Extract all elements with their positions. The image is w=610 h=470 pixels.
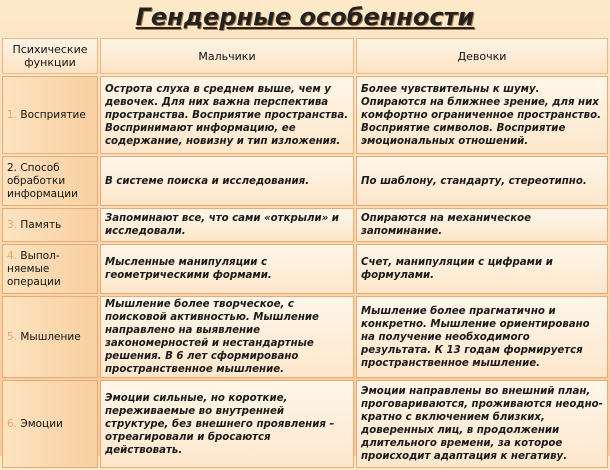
table-row [2, 244, 608, 294]
row-function-label: Выпол-няемые операции [7, 249, 61, 288]
row-girls-cell: Счет, манипуляции с цифрами и формулами. [356, 244, 608, 294]
row-function-label: Мышление [20, 330, 81, 343]
row-function [2, 380, 98, 468]
table-row [2, 156, 608, 206]
header-functions: Психические функции [2, 38, 98, 74]
header-girls: Девочки [356, 38, 608, 74]
table-row [2, 380, 608, 468]
table-row [2, 208, 608, 242]
row-number: 3. [7, 218, 18, 231]
row-girls-cell: Эмоции направлены во внешний план, проговариваются, проживаются неодно-кратно с включением близких, доверенных лиц, в продолжении длительного времени, за которое происходит адаптация к негативу. [356, 380, 608, 468]
gender-features-table [0, 36, 610, 470]
row-function [2, 76, 98, 154]
row-boys-cell: Мышление более творческое, с поисковой активностью. Мышление направлено на выявление закономерностей и нестандартные решения. В 6 лет сформировано пространственное мышление. [100, 296, 354, 378]
table-row [2, 296, 608, 378]
table-row [2, 76, 608, 154]
row-number: 1. [7, 108, 18, 121]
row-girls-cell: Опираются на механическое запоминание. [356, 208, 608, 242]
row-boys-cell: Острота слуха в среднем выше, чем у девочек. Для них важна перспектива пространства. Восприятие пространства. Воспринимают информацию, ее содержание, новизну и тип изложения. [100, 76, 354, 154]
row-function-label: Память [20, 218, 62, 231]
row-function [2, 244, 98, 294]
row-girls-cell: Мышление более прагматично и конкретно. Мышление ориентировано на получение необходимого результата. К 13 годам формируется пространственное мышление. [356, 296, 608, 378]
row-function-label: Восприятие [20, 108, 86, 121]
row-function [2, 208, 98, 242]
row-number: 6. [7, 417, 18, 430]
row-boys-cell: Эмоции сильные, но короткие, переживаемые во внутренней структуре, без внешнего проявления – отреагировали и бросаются действовать. [100, 380, 354, 468]
row-girls-cell: По шаблону, стандарту, стереотипно. [356, 156, 608, 206]
page-title: Гендерные особенности [135, 3, 475, 31]
table-header-row [2, 38, 608, 74]
row-function-label: Эмоции [20, 417, 63, 430]
row-boys-cell: В системе поиска и исследования. [100, 156, 354, 206]
row-girls-cell: Более чувствительны к шуму. Опираются на ближнее зрение, для них комфортно ограниченное пространство. Восприятие символов. Восприятие эмоциональных отношений. [356, 76, 608, 154]
row-boys-cell: Запоминают все, что сами «открыли» и исследовали. [100, 208, 354, 242]
row-function [2, 296, 98, 378]
row-number: 5. [7, 330, 18, 343]
header-boys: Мальчики [100, 38, 354, 74]
row-function-label: 2. Способ обработки информации [7, 161, 78, 200]
row-function [2, 156, 98, 206]
row-number: 4. [7, 249, 18, 262]
row-boys-cell: Мысленные манипуляции с геометрическими формами. [100, 244, 354, 294]
